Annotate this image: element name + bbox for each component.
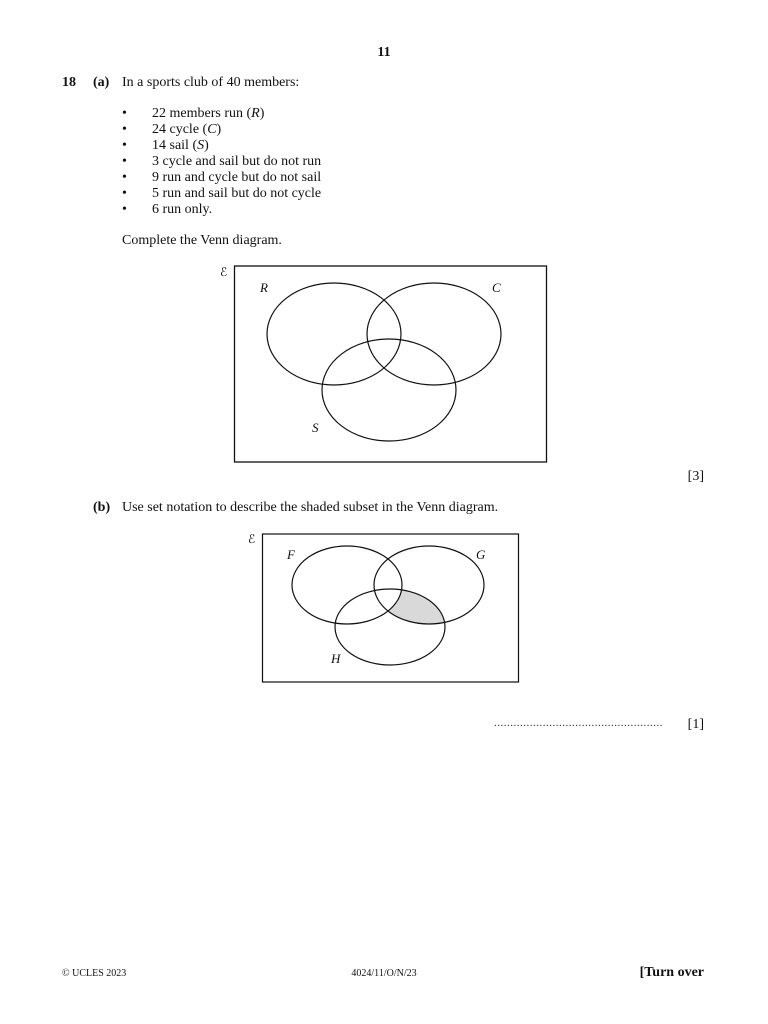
set-h-label: H (331, 651, 341, 666)
set-f-label: F (287, 547, 295, 562)
part-b-label: (b) (93, 500, 111, 515)
list-item: • 24 cycle (C) (122, 122, 321, 138)
footer-paper-code: 4024/11/O/N/23 (351, 968, 417, 979)
footer-copyright: © UCLES 2023 (62, 968, 127, 979)
set-r-label: R (260, 280, 268, 295)
set-s-circle (322, 339, 456, 441)
part-b-text: Use set notation to describe the shaded subset in the Venn diagram. (122, 500, 499, 515)
list-item: • 3 cycle and sail but do not run (122, 154, 321, 170)
page-number: 11 (377, 45, 391, 60)
list-item: • 6 run only. (122, 202, 321, 218)
part-a-label: (a) (93, 75, 110, 90)
part-a-intro: In a sports club of 40 members: (122, 75, 300, 90)
bullet-list (122, 106, 321, 218)
list-item: • 22 members run (R) (122, 106, 321, 122)
set-c-circle (367, 283, 501, 385)
set-r-circle (267, 283, 401, 385)
list-item: • 5 run and sail but do not cycle (122, 186, 321, 202)
list-item: • 9 run and cycle but do not sail (122, 170, 321, 186)
set-f-circle (292, 546, 402, 624)
question-number: 18 (62, 75, 76, 90)
marks-part-a: [3] (687, 469, 704, 484)
list-item: • 14 sail (S) (122, 138, 321, 154)
set-s-label: S (312, 420, 319, 435)
set-c-label: C (492, 280, 501, 295)
part-a-instruction: Complete the Venn diagram. (122, 233, 282, 248)
universal-set-symbol: ℰ (220, 265, 228, 279)
universal-set-symbol: ℰ (248, 532, 256, 546)
venn-diagram-a (214, 262, 554, 468)
set-g-label: G (476, 547, 486, 562)
footer-turn-over: [Turn over (639, 965, 704, 980)
venn-diagram-b (244, 531, 524, 687)
answer-line[interactable]: .................................................... (494, 717, 663, 729)
marks-part-b: [1] (687, 717, 704, 732)
